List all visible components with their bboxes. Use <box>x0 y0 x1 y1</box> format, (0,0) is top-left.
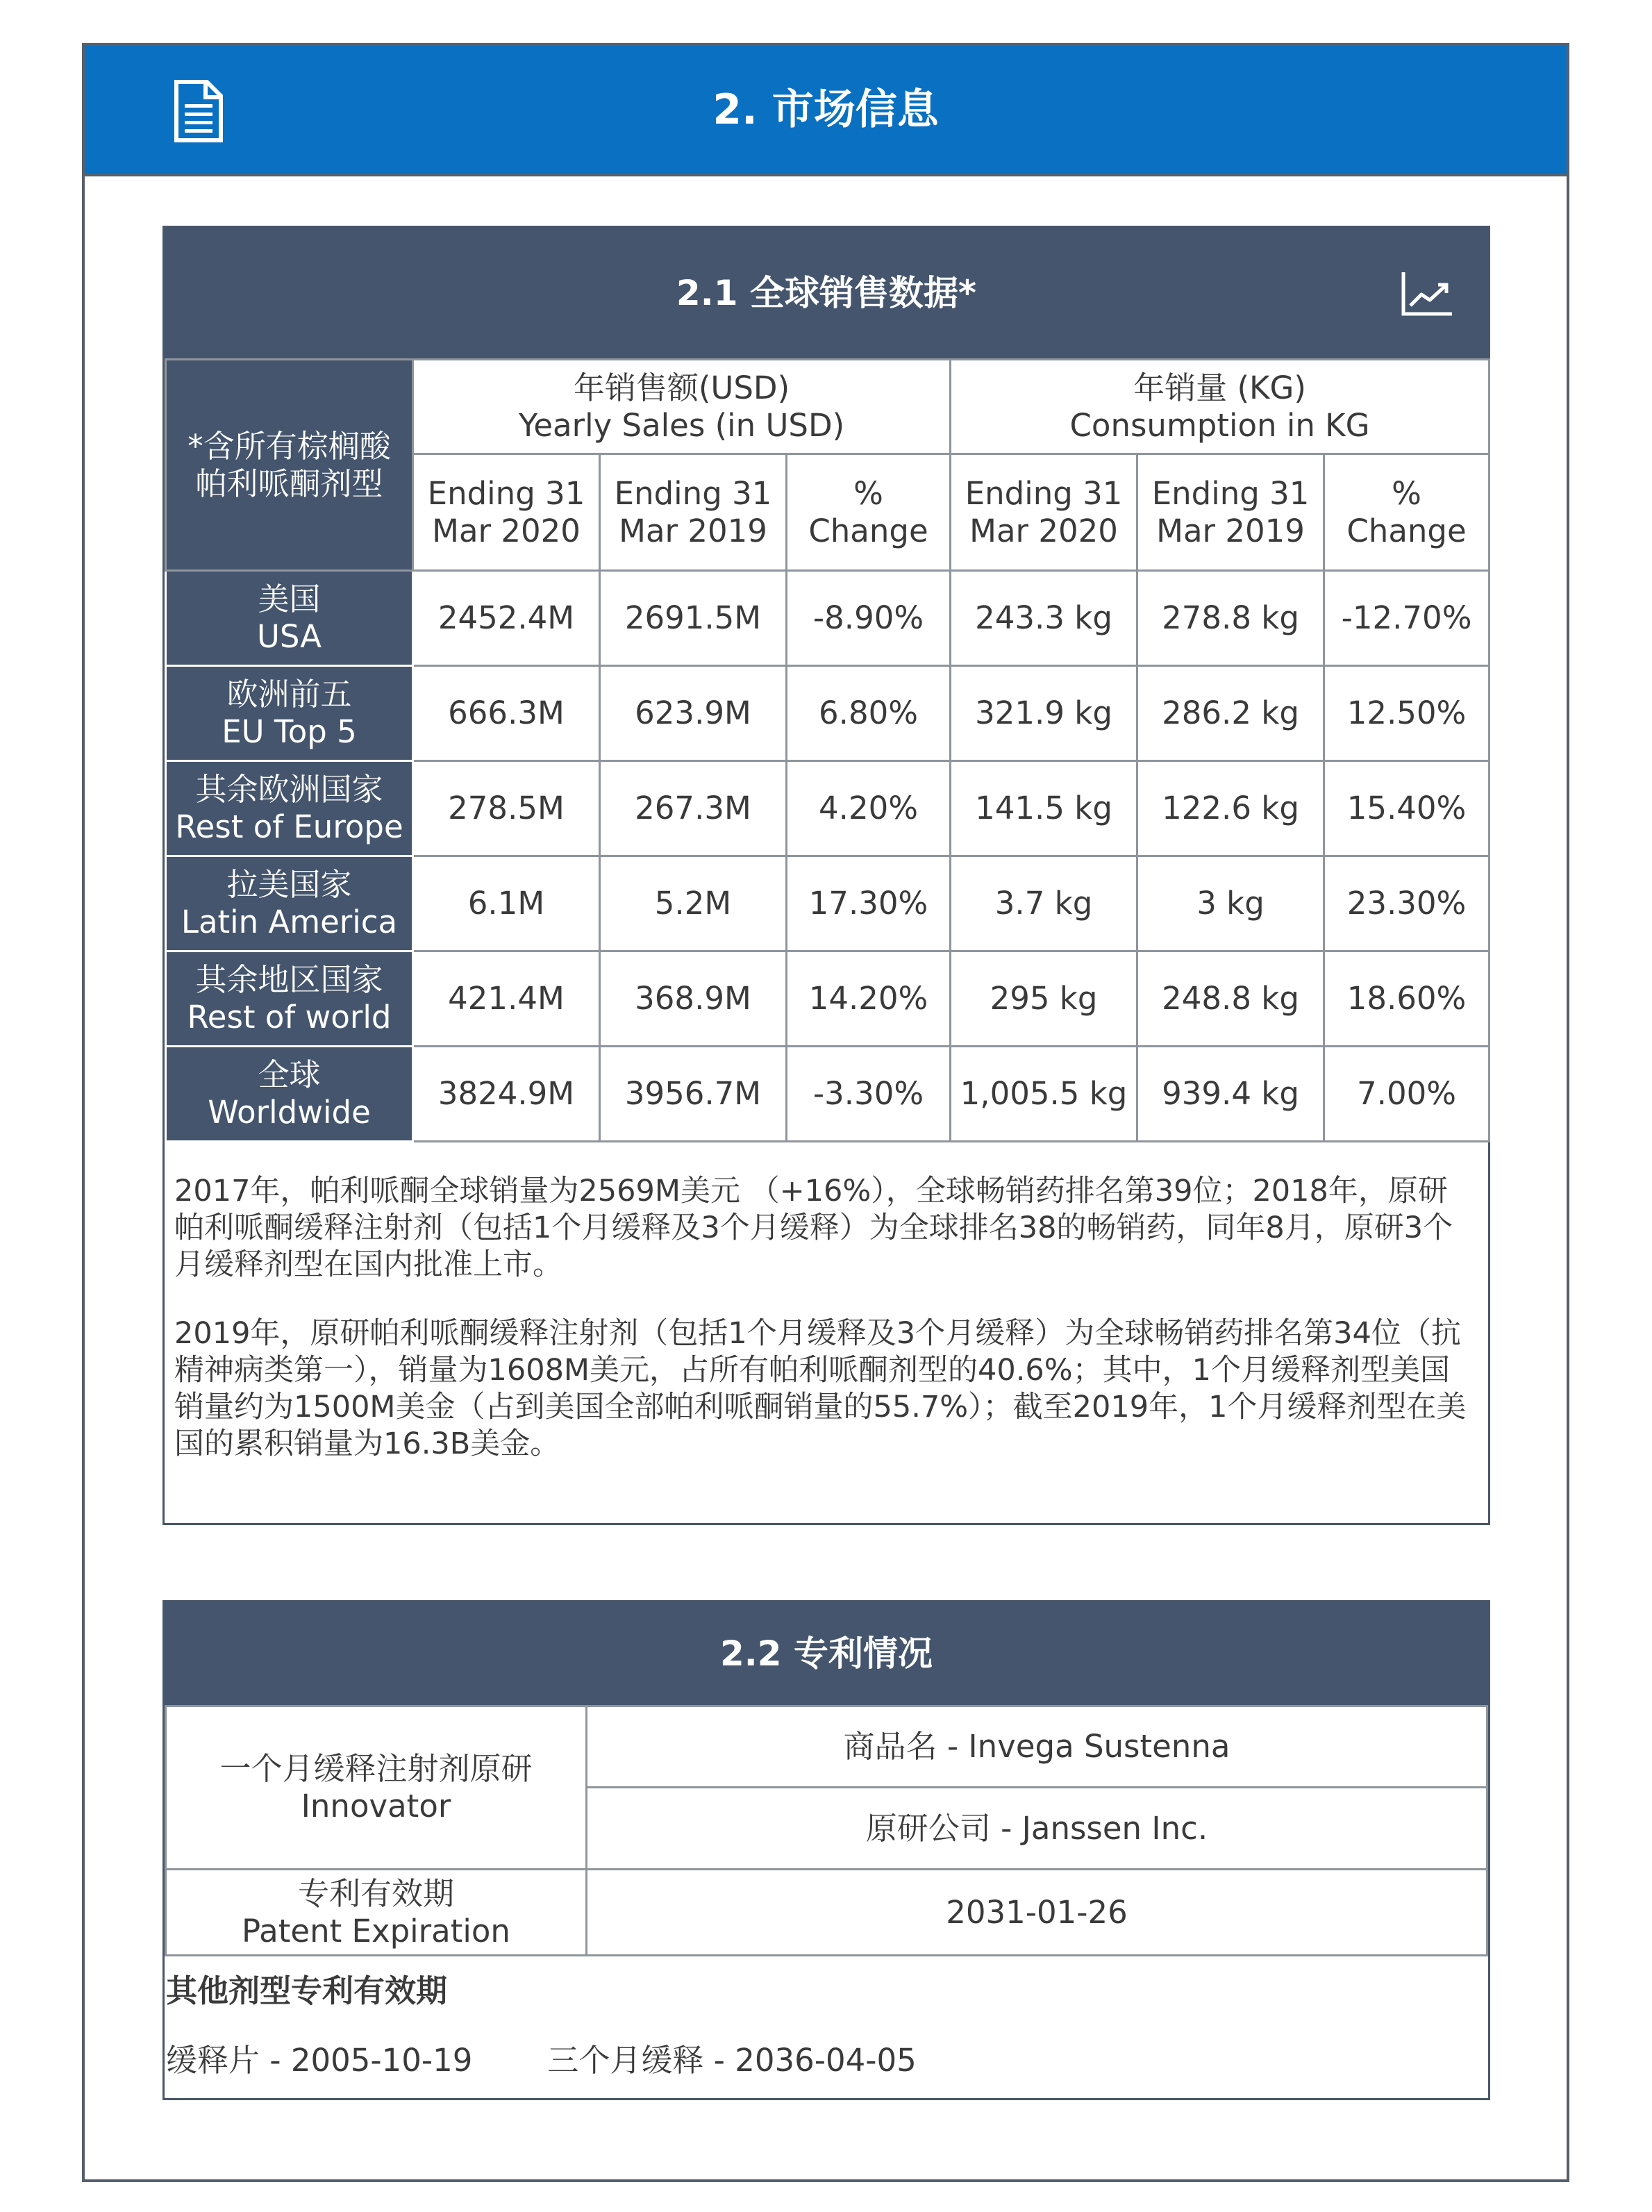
table-cell: -8.90% <box>787 571 951 666</box>
sales-notes <box>165 1142 1488 1463</box>
table-cell: 122.6 kg <box>1137 761 1324 856</box>
table-row <box>166 571 1490 666</box>
table-cell: 3824.9M <box>413 1047 600 1142</box>
table-row <box>166 761 1490 856</box>
brand-name: 商品名 - Invega Sustenna <box>587 1706 1487 1788</box>
region-label: 美国 USA <box>166 571 413 666</box>
group-header-kg-cn: 年销量 (KG) <box>1133 369 1306 406</box>
region-label: 欧洲前五 EU Top 5 <box>166 666 413 761</box>
corner-label-line-1: *含所有棕榈酸 <box>187 427 391 465</box>
table-cell: 15.40% <box>1324 761 1490 856</box>
group-header-usd <box>413 360 951 454</box>
table-cell: 7.00% <box>1324 1047 1490 1142</box>
table-cell: 286.2 kg <box>1137 666 1324 761</box>
sales-table <box>165 358 1490 1142</box>
trend-chart-icon <box>1401 271 1453 317</box>
region-label: 拉美国家 Latin America <box>166 856 413 951</box>
innovator-company: 原研公司 - Janssen Inc. <box>587 1788 1487 1870</box>
table-cell: 666.3M <box>413 666 600 761</box>
table-row <box>166 1047 1490 1142</box>
patent-panel <box>162 1600 1490 2100</box>
table-cell: 278.8 kg <box>1137 571 1324 666</box>
note-paragraph: 2019年，原研帕利哌酮缓释注射剂（包括1个月缓释及3个月缓释）为全球畅销药排名第34位（抗精神病类第一），销量为1608M美元，占所有帕利哌酮剂型的40.6%；其中，1个月缓释剂型美国销量约为1500M美金（占到美国全部帕利哌酮销量的55.7%）；截至2019年，1个月缓释剂型在美国的累积销量为16.3B美金。 <box>174 1316 1467 1461</box>
table-cell: 368.9M <box>600 951 787 1047</box>
table-cell: 243.3 kg <box>951 571 1137 666</box>
other-formulations <box>165 2013 1488 2083</box>
innovator-label: 一个月缓释注射剂原研 Innovator <box>166 1706 587 1870</box>
patent-expiration-label: 专利有效期 Patent Expiration <box>166 1870 587 1956</box>
column-header: Ending 31 Mar 2019 <box>1137 454 1324 571</box>
column-header: % Change <box>787 454 951 571</box>
page-title: 2. 市场信息 <box>712 85 939 134</box>
patent-expiration-date: 2031-01-26 <box>587 1870 1487 1956</box>
table-cell: 3956.7M <box>600 1047 787 1142</box>
sales-panel-title: 2.1 全球销售数据* <box>676 273 977 313</box>
table-cell: 278.5M <box>413 761 600 856</box>
table-cell: -12.70% <box>1324 571 1490 666</box>
corner-label-line-2: 帕利哌酮剂型 <box>195 465 383 502</box>
patent-panel-title: 2.2 专利情况 <box>720 1633 933 1674</box>
other-formulations-title: 其他剂型专利有效期 <box>166 1972 448 2009</box>
table-cell: 623.9M <box>600 666 787 761</box>
table-cell: 939.4 kg <box>1137 1047 1324 1142</box>
patent-table <box>165 1705 1488 1956</box>
group-header-usd-cn: 年销售额(USD) <box>573 369 790 406</box>
column-header: Ending 31 Mar 2019 <box>600 454 787 571</box>
column-header: Ending 31 Mar 2020 <box>951 454 1137 571</box>
note-paragraph: 2017年，帕利哌酮全球销量为2569M美元 （+16%），全球畅销药排名第39位；2018年，原研帕利哌酮缓释注射剂（包括1个月缓释及3个月缓释）为全球排名38的畅销药，同年8月，原研3个月缓释剂型在国内批准上市。 <box>174 1174 1453 1282</box>
table-cell: 295 kg <box>951 951 1137 1047</box>
table-cell: 6.80% <box>787 666 951 761</box>
table-cell: 23.30% <box>1324 856 1490 951</box>
table-row <box>166 856 1490 951</box>
table-cell: 18.60% <box>1324 951 1490 1047</box>
table-cell: 12.50% <box>1324 666 1490 761</box>
table-cell: 1,005.5 kg <box>951 1047 1137 1142</box>
table-cell: 4.20% <box>787 761 951 856</box>
table-row <box>166 951 1490 1047</box>
table-cell: 5.2M <box>600 856 787 951</box>
table-cell: 421.4M <box>413 951 600 1047</box>
sales-panel-header <box>165 228 1488 358</box>
section-banner <box>85 46 1567 176</box>
table-cell: 6.1M <box>413 856 600 951</box>
group-header-kg-en: Consumption in KG <box>1069 406 1370 444</box>
table-cell: 248.8 kg <box>1137 951 1324 1047</box>
table-cell: 2691.5M <box>600 571 787 666</box>
table-cell: 3.7 kg <box>951 856 1137 951</box>
table-cell: 14.20% <box>787 951 951 1047</box>
region-label: 其余欧洲国家 Rest of Europe <box>166 761 413 856</box>
region-label: 全球 Worldwide <box>166 1047 413 1142</box>
table-cell: 141.5 kg <box>951 761 1137 856</box>
region-label: 其余地区国家 Rest of world <box>166 951 413 1047</box>
table-cell: -3.30% <box>787 1047 951 1142</box>
table-row <box>166 666 1490 761</box>
patent-panel-header <box>165 1602 1488 1705</box>
table-cell: 321.9 kg <box>951 666 1137 761</box>
column-header: % Change <box>1324 454 1490 571</box>
table-cell: 17.30% <box>787 856 951 951</box>
table-corner-label <box>166 360 413 571</box>
other-formulation-item: 三个月缓释 - 2036-04-05 <box>547 2042 917 2079</box>
column-header: Ending 31 Mar 2020 <box>413 454 600 571</box>
other-formulation-item: 缓释片 - 2005-10-19 <box>166 2042 473 2079</box>
group-header-usd-en: Yearly Sales (in USD) <box>518 406 845 444</box>
table-cell: 267.3M <box>600 761 787 856</box>
table-cell: 2452.4M <box>413 571 600 666</box>
table-cell: 3 kg <box>1137 856 1324 951</box>
sales-panel <box>162 226 1490 1525</box>
group-header-kg <box>951 360 1490 454</box>
